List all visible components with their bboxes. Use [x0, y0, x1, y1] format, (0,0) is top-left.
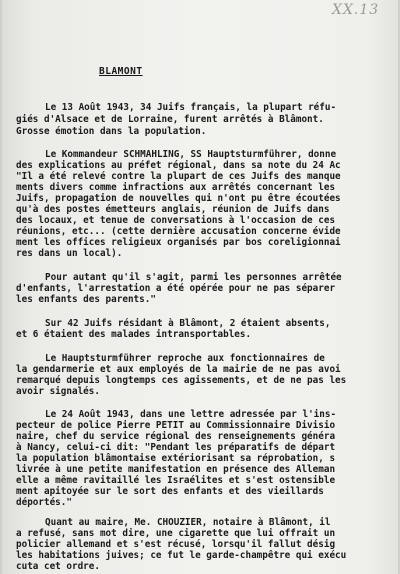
text-line: et 6 étaient des malades intransportables.	[16, 329, 252, 340]
text-line: Pour autant qu'il s'agit, parmi les personnes arrêtée	[45, 272, 342, 283]
text-line: Quant au maire, Me. CHOUZIER, notaire à Blâmont, il	[45, 517, 331, 528]
text-line: Le 13 Août 1943, 34 Juifs français, la plupart réfu-	[45, 102, 337, 113]
text-line: qu'à des postes émetteurs anglais, réunion de Juifs dans	[16, 204, 330, 215]
text-line: des explications au préfet régional, dans sa note du 24 Ac	[16, 160, 341, 171]
text-line: cuta cet ordre.	[16, 561, 100, 572]
text-line: Juifs, propagation de nouvelles qui n'ont pu être écoutées	[16, 193, 341, 204]
text-line: livrée à une petite manifestation en présence des Alleman	[16, 464, 336, 475]
text-line: "Il a été relevé contre la plupart de ces Juifs des manque	[16, 171, 341, 182]
text-line: remarqué depuis longtemps ces agissements, et de ne pas les	[16, 375, 347, 386]
text-line: ment apitoyée sur le sort des enfants et des vieillards	[16, 486, 324, 497]
text-line: res dans un local).	[16, 248, 123, 259]
text-line: policier allemand et s'est récusé, lorsqu'il fallut désig	[16, 539, 336, 550]
text-line: naire, chef du service régional des renseignements généra	[16, 431, 336, 442]
text-line: la gendarmerie et aux employés de la mairie de ne pas avoi	[16, 364, 341, 375]
text-line: d'enfants, l'arrestation a été opérée pour ne pas séparer	[16, 283, 336, 294]
text-line: ment les offices religieux organisés par bos coreligionnai	[16, 237, 341, 248]
text-line: déportés."	[16, 497, 72, 508]
text-line: à Nancy, celui-ci dit: "Pendant les préparatifs de départ	[16, 442, 336, 453]
text-line: réunions, etc... (cette dernière accusation concerne évide	[16, 226, 341, 237]
text-line: les enfants des parents."	[16, 294, 156, 305]
text-line: la population blâmontaise extériorisant sa réprobation, s	[16, 453, 336, 464]
text-line: Le 24 Août 1943, dans une lettre adressée par l'ins-	[45, 409, 337, 420]
document-title: BLAMONT	[99, 66, 143, 77]
document-body	[2, 0, 398, 574]
text-line: les habitations juives; ce fut le garde-champêtre qui exécu	[16, 550, 347, 561]
text-line: Le Hauptsturmführer reproche aux fonctionnaires de	[45, 353, 325, 364]
document-page	[2, 0, 398, 574]
text-line: Grosse émotion dans la population.	[16, 126, 207, 137]
text-line: des locaux, et tenue de conversations à l'occasion de ces	[16, 215, 336, 226]
text-line: avoir signalés.	[16, 386, 100, 397]
archive-reference: XX.13	[332, 2, 380, 18]
text-line: a refusé, sans mot dire, une cigarette que lui offrait un	[16, 528, 336, 539]
text-line: pecteur de police Pierre PETIT au Commissionnaire Divisio	[16, 420, 336, 431]
text-line: ments divers comme infractions aux arrêtés concernant les	[16, 182, 336, 193]
text-line: Le Kommandeur SCHMAHLING, SS Hauptsturmführer, donne	[45, 149, 337, 160]
text-line: giés d'Alsace et de Lorraine, furent arrêtés à Blâmont.	[16, 114, 324, 125]
text-line: Sur 42 Juifs résidant à Blâmont, 2 étaient absents,	[45, 318, 331, 329]
text-line: elle a même ravitaillé les Israélites et s'est ostensible	[16, 475, 336, 486]
